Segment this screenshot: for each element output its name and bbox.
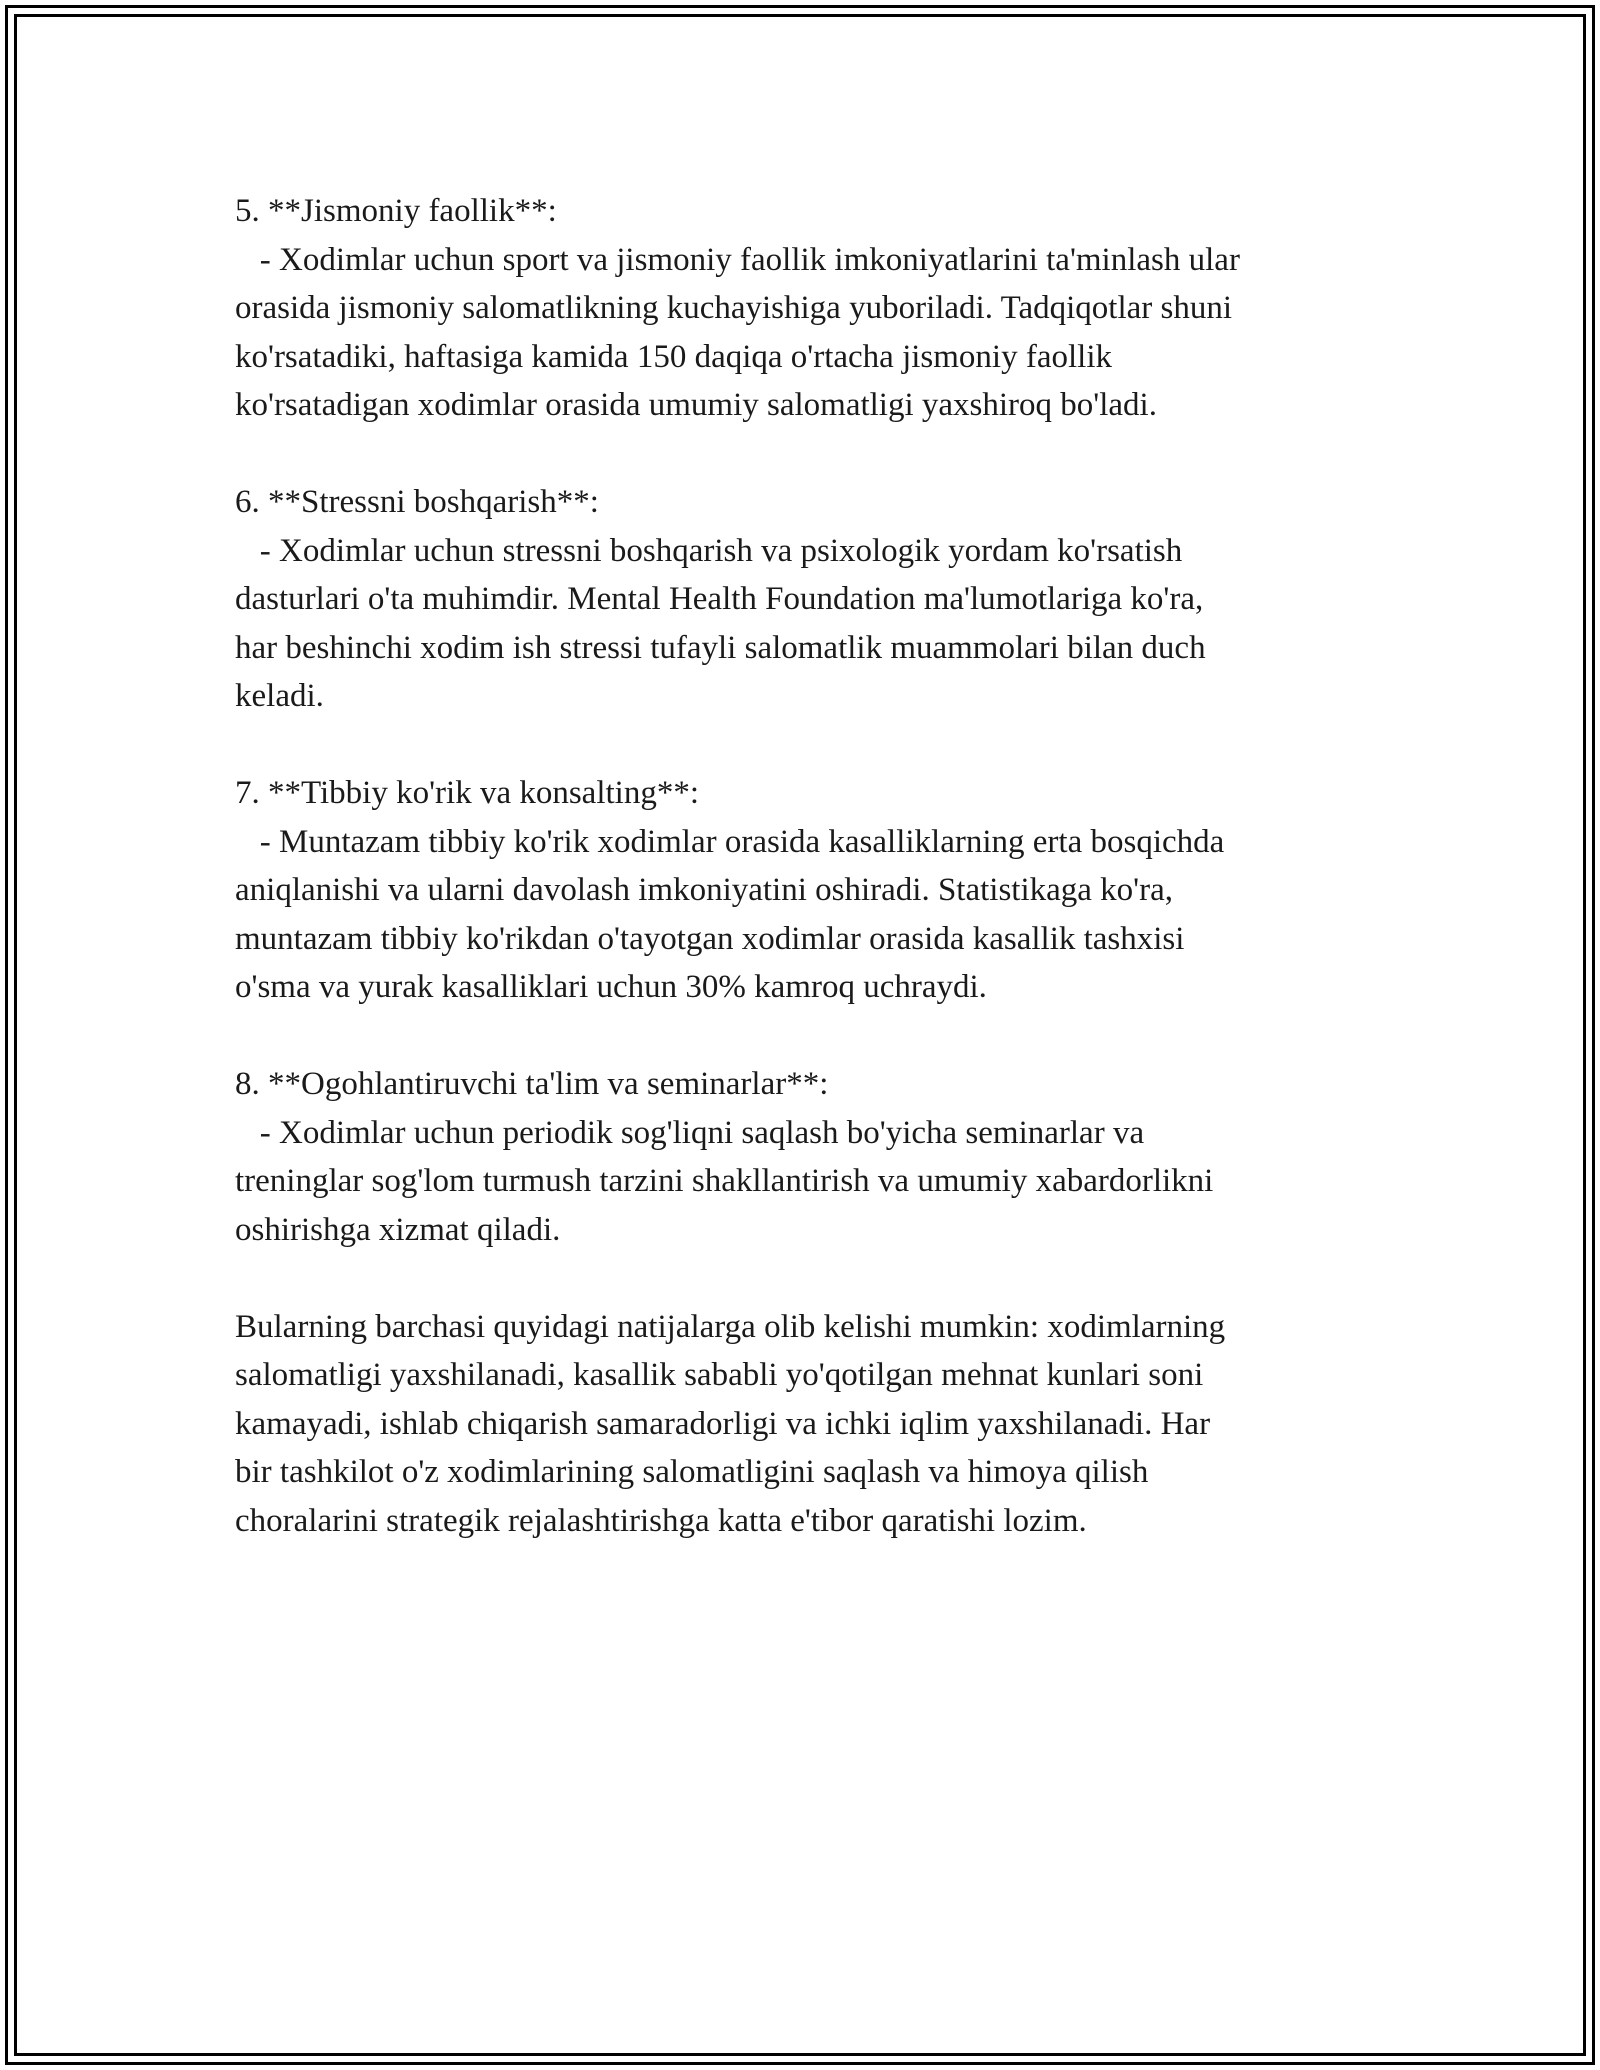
text-line: o'sma va yurak kasalliklari uchun 30% kamroq uchraydi. — [235, 969, 987, 1005]
document-body — [235, 187, 1385, 1594]
text-line: ko'rsatadigan xodimlar orasida umumiy salomatligi yaxshiroq bo'ladi. — [235, 387, 1157, 423]
conclusion-paragraph — [235, 1303, 1385, 1546]
text-line: kamayadi, ishlab chiqarish samaradorligi va ichki iqlim yaxshilanadi. Har — [235, 1405, 1211, 1442]
text-line: keladi. — [235, 678, 324, 714]
text-line: - Muntazam tibbiy ko'rik xodimlar orasida kasalliklarning erta bosqichda — [235, 823, 1225, 860]
text-line: - Xodimlar uchun periodik sog'liqni saqlash bo'yicha seminarlar va — [235, 1114, 1145, 1151]
text-line: choralarini strategik rejalashtirishga katta e'tibor qaratishi lozim. — [235, 1502, 1087, 1539]
text-line: muntazam tibbiy ko'rikdan o'tayotgan xodimlar orasida kasallik tashxisi — [235, 920, 1185, 957]
text-line: orasida jismoniy salomatlikning kuchayishiga yuboriladi. Tadqiqotlar shuni — [235, 290, 1233, 326]
section-stressni-boshqarish — [235, 478, 1385, 721]
text-line: salomatligi yaxshilanadi, kasallik sababli yo'qotilgan mehnat kunlari soni — [235, 1357, 1204, 1393]
section-jismoniy-faollik — [235, 187, 1385, 430]
text-line: aniqlanishi va ularni davolash imkoniyatini oshiradi. Statistikaga ko'ra, — [235, 872, 1174, 908]
text-line: - Xodimlar uchun stressni boshqarish va psixologik yordam ko'rsatish — [235, 532, 1183, 569]
text-line: treninglar sog'lom turmush tarzini shakllantirish va umumiy xabardorlikni — [235, 1163, 1214, 1199]
text-line: Bularning barchasi quyidagi natijalarga olib kelishi mumkin: xodimlarning — [235, 1308, 1226, 1345]
text-line: oshirishga xizmat qiladi. — [235, 1211, 561, 1248]
section-ogohlantiruvchi-talim — [235, 1060, 1385, 1254]
text-line: bir tashkilot o'z xodimlarining salomatligini saqlash va himoya qilish — [235, 1454, 1149, 1490]
section-heading: 5. **Jismoniy faollik**: — [235, 193, 557, 229]
text-line: ko'rsatadiki, haftasiga kamida 150 daqiqa o'rtacha jismoniy faollik — [235, 338, 1112, 375]
text-line: har beshinchi xodim ish stressi tufayli salomatlik muammolari bilan duch — [235, 629, 1206, 666]
section-heading: 8. **Ogohlantiruvchi ta'lim va seminarlar**: — [235, 1066, 829, 1102]
text-line: dasturlari o'ta muhimdir. Mental Health Foundation ma'lumotlariga ko'ra, — [235, 581, 1204, 617]
text-line: - Xodimlar uchun sport va jismoniy faollik imkoniyatlarini ta'minlash ular — [235, 241, 1240, 278]
section-heading: 6. **Stressni boshqarish**: — [235, 484, 599, 520]
section-heading: 7. **Tibbiy ko'rik va konsalting**: — [235, 775, 699, 811]
section-tibbiy-korik — [235, 769, 1385, 1012]
